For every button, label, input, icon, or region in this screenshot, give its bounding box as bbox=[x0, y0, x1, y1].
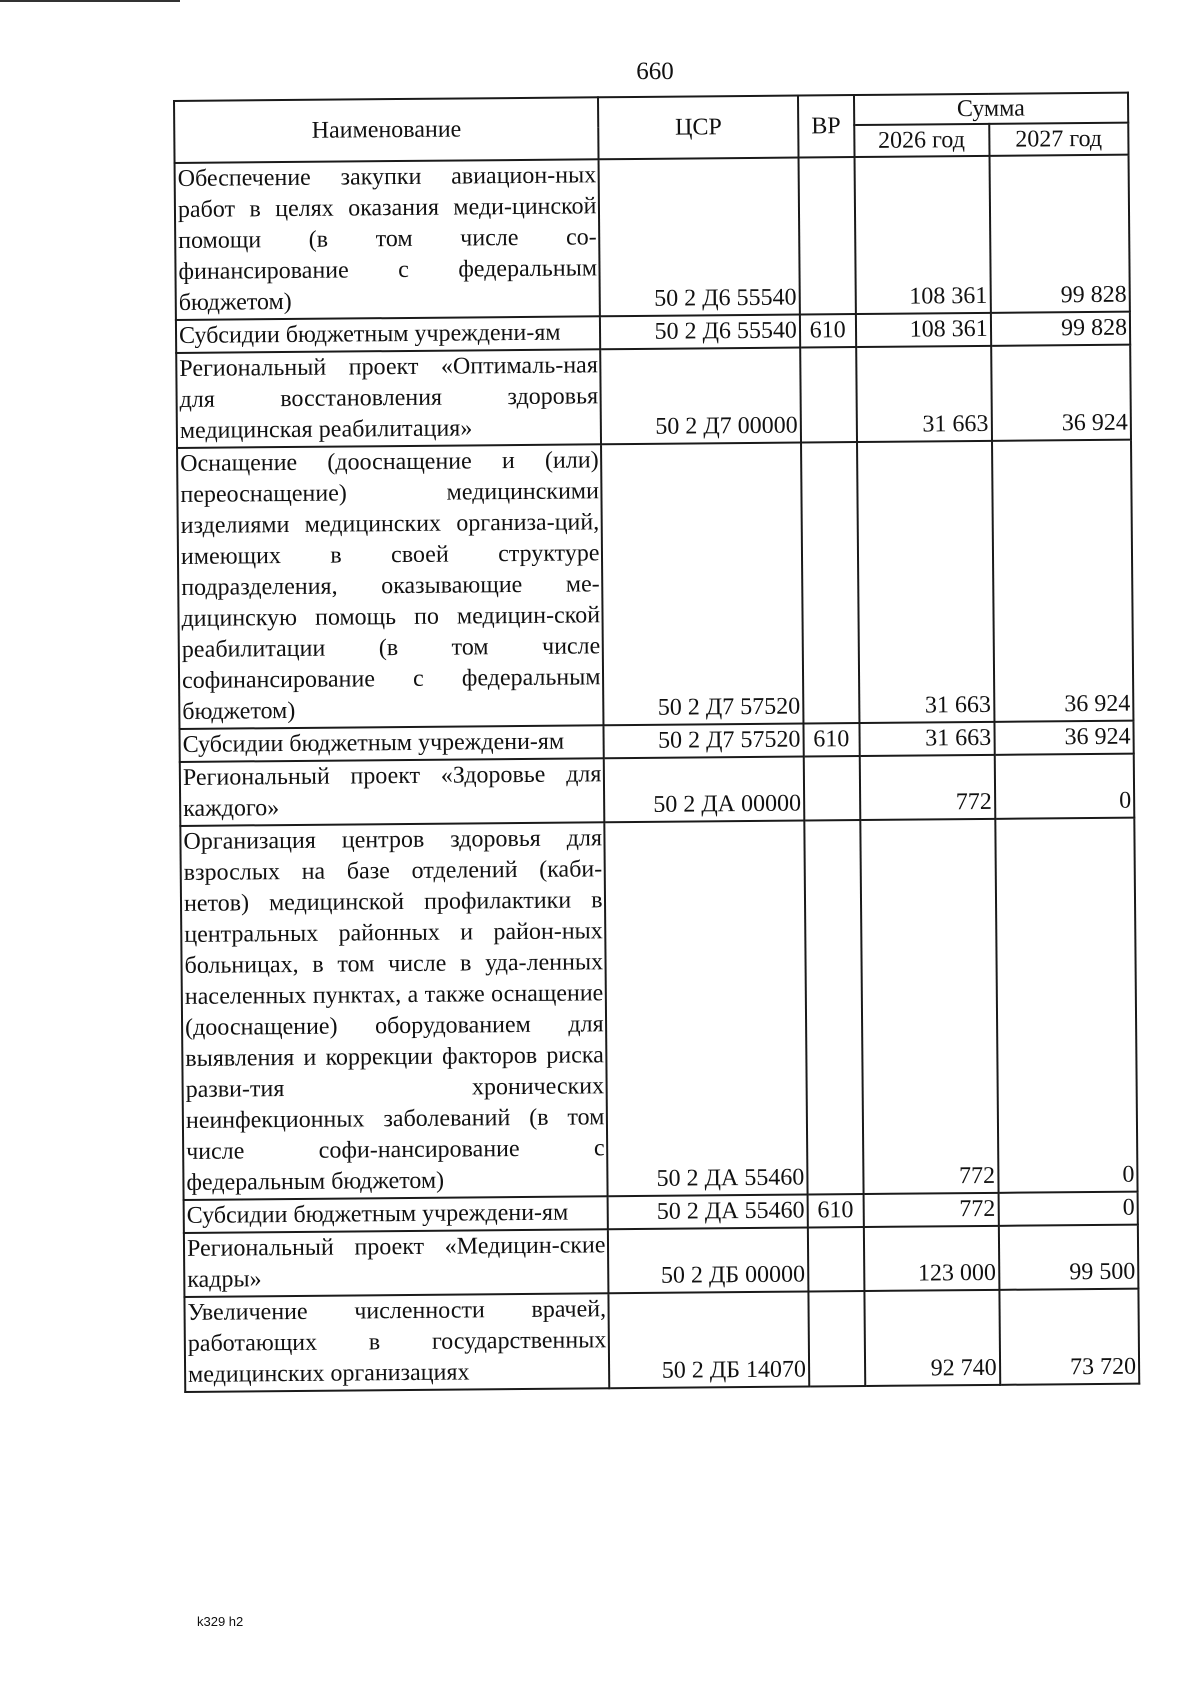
row-amount-2027: 99 500 bbox=[998, 1225, 1138, 1290]
table-row bbox=[175, 155, 1130, 320]
row-amount-2027: 0 bbox=[994, 754, 1134, 819]
row-csr: 50 2 Д7 57520 bbox=[601, 443, 803, 726]
budget-table bbox=[173, 92, 1140, 1393]
row-name: Региональный проект «Оптималь-ная для восстановления здоровья медицинская реабилитация» bbox=[176, 349, 601, 448]
row-name: Оснащение (дооснащение и (или) переоснащение) медицинскими изделиями медицинских организа-ций, имеющих в своей структуре подразделения, оказывающие ме-дицинскую помощь по медицин-ской реабилитации (в том числе софинансирование с федеральным бюджетом) bbox=[177, 444, 604, 729]
row-vr bbox=[808, 1291, 865, 1386]
row-amount-2027: 0 bbox=[995, 818, 1138, 1193]
table-row bbox=[176, 345, 1131, 448]
table-row bbox=[177, 440, 1133, 729]
header-sum: Сумма bbox=[854, 93, 1129, 125]
row-amount-2026: 772 bbox=[859, 755, 995, 820]
row-csr: 50 2 ДА 55460 bbox=[605, 821, 808, 1197]
row-amount-2026: 31 663 bbox=[859, 722, 994, 756]
row-amount-2027: 36 924 bbox=[991, 345, 1131, 441]
row-csr: 50 2 Д7 57520 bbox=[604, 724, 804, 759]
header-vr: ВР bbox=[798, 95, 854, 157]
row-amount-2027: 73 720 bbox=[999, 1289, 1139, 1385]
row-csr: 50 2 Д6 55540 bbox=[600, 315, 800, 350]
row-amount-2027: 99 828 bbox=[991, 312, 1131, 346]
row-csr: 50 2 ДБ 00000 bbox=[608, 1228, 808, 1294]
table-row bbox=[184, 1289, 1139, 1392]
row-csr: 50 2 ДБ 14070 bbox=[609, 1292, 809, 1389]
row-amount-2026: 108 361 bbox=[854, 156, 990, 314]
row-csr: 50 2 Д7 00000 bbox=[601, 348, 801, 445]
row-amount-2026: 92 740 bbox=[864, 1290, 1000, 1386]
table-row bbox=[180, 818, 1137, 1200]
header-name: Наименование bbox=[174, 97, 599, 163]
row-csr: 50 2 ДА 55460 bbox=[608, 1195, 808, 1230]
footer-code: k329 h2 bbox=[197, 1614, 244, 1629]
row-amount-2026: 123 000 bbox=[863, 1226, 999, 1291]
row-vr bbox=[798, 157, 855, 314]
row-csr: 50 2 Д6 55540 bbox=[599, 158, 800, 317]
header-year-2027: 2027 год bbox=[989, 123, 1129, 156]
row-vr bbox=[804, 820, 863, 1194]
table-row bbox=[180, 754, 1135, 826]
page-number: 660 bbox=[636, 58, 674, 85]
scan-edge-line bbox=[0, 0, 180, 2]
row-amount-2026: 108 361 bbox=[855, 313, 990, 347]
row-vr: 610 bbox=[807, 1194, 863, 1227]
row-vr: 610 bbox=[800, 314, 856, 347]
row-name: Региональный проект «Медицин-ские кадры» bbox=[184, 1229, 609, 1297]
row-amount-2027: 0 bbox=[998, 1192, 1138, 1226]
row-name: Субсидии бюджетным учреждени-ям bbox=[184, 1196, 609, 1233]
row-amount-2026: 31 663 bbox=[857, 441, 994, 723]
row-csr: 50 2 ДА 00000 bbox=[604, 757, 804, 823]
row-vr bbox=[804, 756, 860, 820]
row-name: Обеспечение закупки авиацион-ных работ в целях оказания меди-цинской помощи (в том числе со-финансирование с федеральным бюджетом) bbox=[175, 159, 601, 320]
row-amount-2026: 31 663 bbox=[856, 346, 992, 442]
row-name: Организация центров здоровья для взрослых на базе отделений (каби-нетов) медицинской профилактики в центральных районных и район-ных больницах, в том числе в уда-ленных населенных пунктах, а также оснащение (дооснащение) оборудованием для выявления и коррекции факторов риска разви-тия хронических неинфекционных заболеваний (в том числе софи-нансирование с федеральным бюджетом) bbox=[180, 822, 608, 1200]
row-vr bbox=[808, 1227, 864, 1291]
row-amount-2027: 99 828 bbox=[989, 155, 1130, 313]
table-body bbox=[175, 155, 1140, 1392]
row-vr bbox=[801, 442, 859, 723]
row-vr bbox=[800, 347, 857, 442]
row-name: Субсидии бюджетным учреждени-ям bbox=[179, 725, 604, 762]
table-row bbox=[184, 1225, 1139, 1297]
header-year-2026: 2026 год bbox=[854, 124, 989, 157]
row-name: Субсидии бюджетным учреждени-ям bbox=[176, 316, 601, 353]
row-name: Увеличение численности врачей, работающих в государственных медицинских организациях bbox=[184, 1293, 609, 1392]
row-amount-2027: 36 924 bbox=[994, 721, 1134, 755]
row-amount-2026: 772 bbox=[863, 1193, 998, 1227]
row-amount-2026: 772 bbox=[860, 819, 998, 1194]
row-name: Региональный проект «Здоровье для каждого» bbox=[180, 758, 605, 826]
header-csr: ЦСР bbox=[598, 96, 798, 160]
row-amount-2027: 36 924 bbox=[992, 440, 1134, 722]
row-vr: 610 bbox=[803, 723, 859, 756]
table-header bbox=[174, 93, 1129, 163]
